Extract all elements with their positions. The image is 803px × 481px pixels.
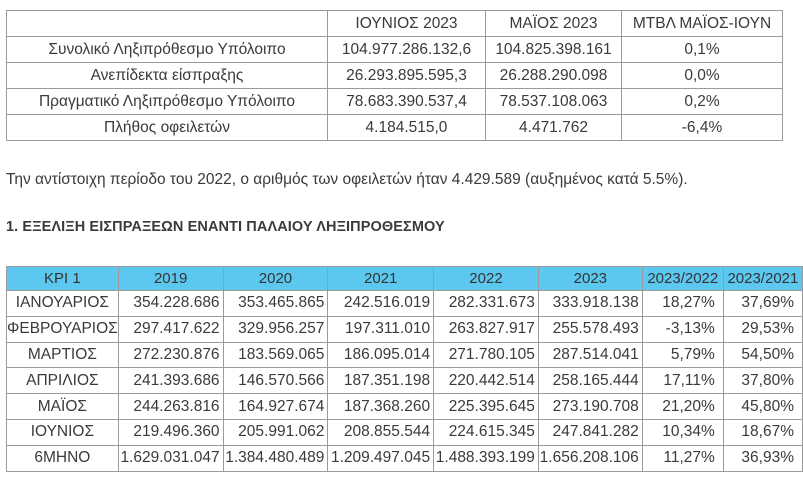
- kpi-value-cell: 287.514.041: [538, 342, 642, 368]
- kpi-value-cell: 272.230.876: [118, 342, 223, 368]
- kpi-row: [7, 368, 803, 394]
- kpi-header-cell: 2021: [328, 267, 434, 291]
- kpi-value-cell: 1.209.497.045: [328, 445, 434, 471]
- summary-row-label: Πλήθος οφειλετών: [7, 115, 328, 141]
- summary-row: [7, 37, 783, 63]
- kpi-month-label: ΙΑΝΟΥΑΡΙΟΣ: [7, 291, 119, 317]
- kpi-value-cell: 329.956.257: [223, 316, 328, 342]
- kpi-value-cell: 1.656.208.106: [538, 445, 642, 471]
- kpi-percent-cell: 37,69%: [723, 291, 802, 317]
- summary-header-cell: ΜΤΒΛ ΜΑΪΟΣ-ΙΟΥΝ: [622, 11, 783, 37]
- kpi-percent-cell: 5,79%: [642, 342, 723, 368]
- summary-cell: -6,4%: [622, 115, 783, 141]
- summary-row: [7, 115, 783, 141]
- section-heading: 1. ΕΞΕΛΙΞΗ ΕΙΣΠΡΑΞΕΩΝ ΕΝΑΝΤΙ ΠΑΛΑΙΟΥ ΛΗΞΙΠΡΟΘΕΣΜΟΥ: [6, 219, 445, 235]
- kpi-value-cell: 333.918.138: [538, 291, 642, 317]
- summary-cell: 26.293.895.595,3: [328, 63, 486, 89]
- kpi-header-cell: 2020: [223, 267, 328, 291]
- kpi-percent-cell: -3,13%: [642, 316, 723, 342]
- kpi-value-cell: 164.927.674: [223, 394, 328, 420]
- kpi-percent-cell: 17,11%: [642, 368, 723, 394]
- kpi-header-cell: 2019: [118, 267, 223, 291]
- kpi-percent-cell: 29,53%: [723, 316, 802, 342]
- kpi-month-label: ΜΑΡΤΙΟΣ: [7, 342, 119, 368]
- kpi-value-cell: 205.991.062: [223, 419, 328, 445]
- summary-cell: 26.288.290.098: [486, 63, 622, 89]
- summary-row: [7, 89, 783, 115]
- kpi-table-body: [7, 291, 803, 472]
- summary-cell: 104.977.286.132,6: [328, 37, 486, 63]
- kpi-value-cell: 247.841.282: [538, 419, 642, 445]
- summary-cell: 0,1%: [622, 37, 783, 63]
- debtors-note: Την αντίστοιχη περίοδο του 2022, ο αριθμός των οφειλετών ήταν 4.429.589 (αυξημένος κατά 5.5%).: [6, 171, 688, 188]
- kpi-percent-cell: 21,20%: [642, 394, 723, 420]
- summary-cell: 78.683.390.537,4: [328, 89, 486, 115]
- summary-cell: 78.537.108.063: [486, 89, 622, 115]
- kpi-value-cell: 186.095.014: [328, 342, 434, 368]
- kpi-row: [7, 419, 803, 445]
- kpi-row: [7, 394, 803, 420]
- summary-row-label: Ανεπίδεκτα είσπραξης: [7, 63, 328, 89]
- kpi-value-cell: 258.165.444: [538, 368, 642, 394]
- summary-header-cell: ΜΑΪΟΣ 2023: [486, 11, 622, 37]
- kpi-percent-cell: 18,67%: [723, 419, 802, 445]
- summary-header-cell: ΙΟΥΝΙΟΣ 2023: [328, 11, 486, 37]
- kpi-value-cell: 208.855.544: [328, 419, 434, 445]
- kpi-value-cell: 219.496.360: [118, 419, 223, 445]
- summary-cell: 4.471.762: [486, 115, 622, 141]
- kpi-value-cell: 271.780.105: [434, 342, 539, 368]
- kpi-value-cell: 225.395.645: [434, 394, 539, 420]
- kpi-percent-cell: 18,27%: [642, 291, 723, 317]
- kpi-value-cell: 354.228.686: [118, 291, 223, 317]
- kpi-value-cell: 244.263.816: [118, 394, 223, 420]
- kpi-month-label: ΑΠΡΙΛΙΟΣ: [7, 368, 119, 394]
- summary-header-cell: [7, 11, 328, 37]
- kpi-month-label: ΙΟΥΝΙΟΣ: [7, 419, 119, 445]
- summary-cell: 4.184.515,0: [328, 115, 486, 141]
- kpi-value-cell: 220.442.514: [434, 368, 539, 394]
- kpi-value-cell: 1.629.031.047: [118, 445, 223, 471]
- kpi-month-label: ΦΕΒΡΟΥΑΡΙΟΣ: [7, 316, 119, 342]
- kpi-percent-cell: 37,80%: [723, 368, 802, 394]
- kpi-header-cell: 2023/2022: [642, 267, 723, 291]
- summary-cell: 0,0%: [622, 63, 783, 89]
- kpi-value-cell: 273.190.708: [538, 394, 642, 420]
- summary-row-label: Συνολικό Ληξιπρόθεσμο Υπόλοιπο: [7, 37, 328, 63]
- kpi-value-cell: 242.516.019: [328, 291, 434, 317]
- summary-cell: 104.825.398.161: [486, 37, 622, 63]
- kpi-percent-cell: 36,93%: [723, 445, 802, 471]
- summary-row: [7, 63, 783, 89]
- kpi-value-cell: 197.311.010: [328, 316, 434, 342]
- kpi-percent-cell: 11,27%: [642, 445, 723, 471]
- kpi-value-cell: 146.570.566: [223, 368, 328, 394]
- kpi-header-cell: 2023/2021: [723, 267, 802, 291]
- kpi-row: [7, 316, 803, 342]
- kpi-header-cell: 2023: [538, 267, 642, 291]
- kpi-percent-cell: 54,50%: [723, 342, 802, 368]
- kpi-percent-cell: 45,80%: [723, 394, 802, 420]
- summary-row-label: Πραγματικό Ληξιπρόθεσμο Υπόλοιπο: [7, 89, 328, 115]
- kpi-value-cell: 353.465.865: [223, 291, 328, 317]
- summary-cell: 0,2%: [622, 89, 783, 115]
- kpi-value-cell: 1.488.393.199: [434, 445, 539, 471]
- kpi-table: [6, 266, 803, 472]
- kpi-value-cell: 255.578.493: [538, 316, 642, 342]
- kpi-month-label: ΜΑΪΟΣ: [7, 394, 119, 420]
- summary-header-row: [7, 11, 783, 37]
- kpi-percent-cell: 10,34%: [642, 419, 723, 445]
- kpi-header-cell: KPI 1: [7, 267, 119, 291]
- kpi-value-cell: 241.393.686: [118, 368, 223, 394]
- kpi-value-cell: 187.368.260: [328, 394, 434, 420]
- kpi-value-cell: 183.569.065: [223, 342, 328, 368]
- summary-table: [6, 10, 783, 141]
- kpi-row: [7, 342, 803, 368]
- kpi-value-cell: 282.331.673: [434, 291, 539, 317]
- kpi-value-cell: 1.384.480.489: [223, 445, 328, 471]
- kpi-value-cell: 297.417.622: [118, 316, 223, 342]
- kpi-row: [7, 291, 803, 317]
- kpi-header-row: [7, 267, 803, 291]
- kpi-row: [7, 445, 803, 471]
- kpi-value-cell: 224.615.345: [434, 419, 539, 445]
- kpi-value-cell: 187.351.198: [328, 368, 434, 394]
- kpi-header-cell: 2022: [434, 267, 539, 291]
- kpi-value-cell: 263.827.917: [434, 316, 539, 342]
- kpi-month-label: 6ΜΗΝΟ: [7, 445, 119, 471]
